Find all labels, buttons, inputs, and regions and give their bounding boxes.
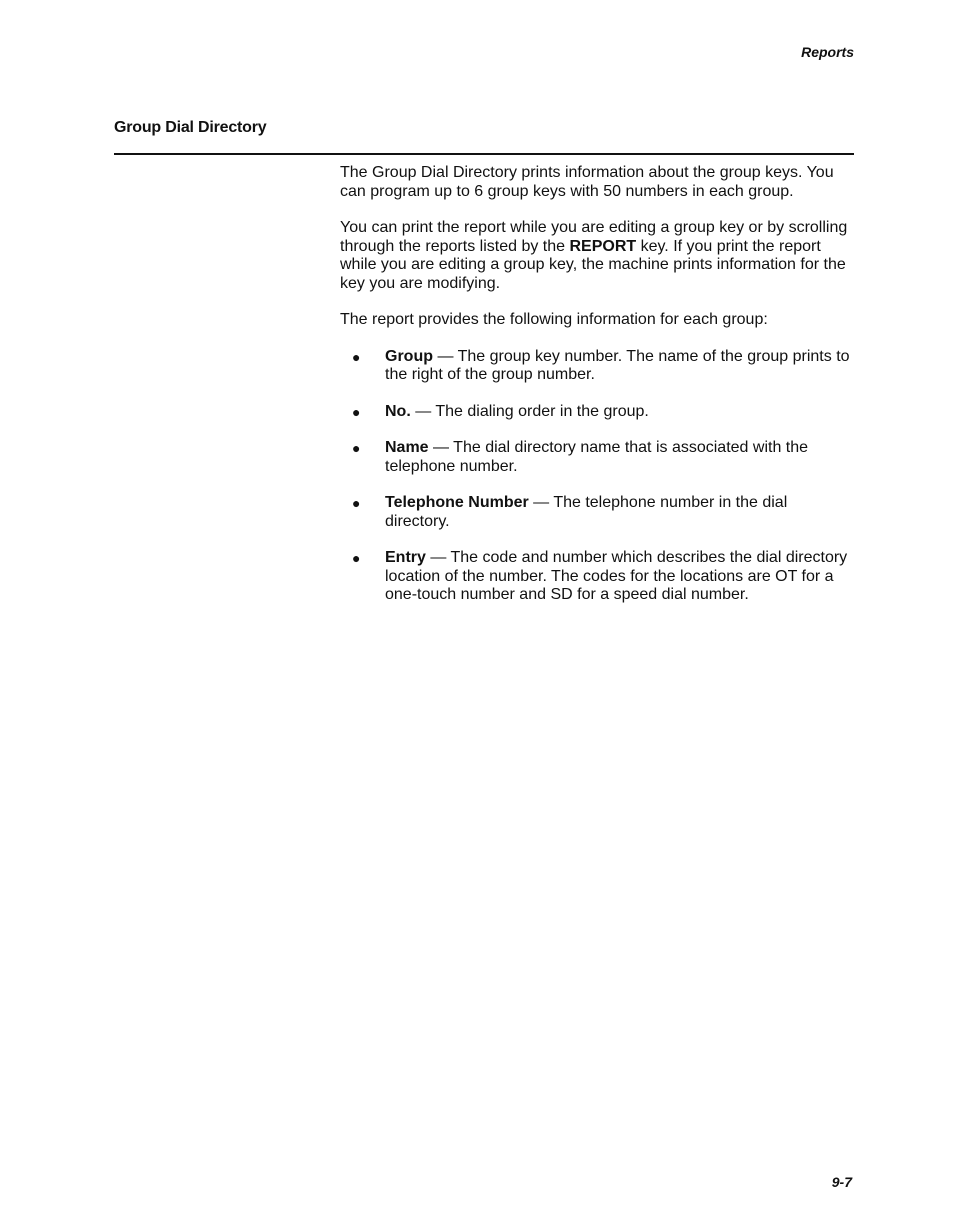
list-intro-paragraph: The report provides the following information for each group: (340, 311, 768, 328)
item-term: Entry (385, 549, 426, 566)
item-description: — The group key number. The name of the group prints to the right of the group number. (385, 347, 850, 383)
section-divider (114, 153, 854, 155)
section-title: Group Dial Directory (114, 119, 267, 136)
intro-paragraph: The Group Dial Directory prints information about the group keys. You can program up to 6 group keys with 50 numbers in each group. (340, 164, 834, 200)
list-item (340, 403, 852, 422)
item-term: Telephone Number (385, 494, 529, 511)
list-item (340, 348, 852, 385)
item-term: Group (385, 347, 433, 365)
item-description: — The telephone number in the dial directory. (385, 494, 788, 530)
running-header: Reports (801, 44, 854, 60)
list-item (340, 439, 852, 476)
list-item (340, 494, 852, 531)
p2-text-after: key. If you print the report while you are editing a group key, the machine prints information for the key you are modifying. (340, 237, 846, 292)
report-fields-list (340, 348, 852, 605)
bullet-icon: ● (352, 403, 361, 420)
p2-text-before: You can print the report while you are editing a group key or by scrolling through the reports listed by the (340, 219, 848, 255)
item-term: No. (385, 402, 411, 420)
item-term: Name (385, 439, 429, 456)
report-key-label: REPORT (569, 237, 637, 255)
section-body (340, 164, 852, 623)
bullet-icon: ● (352, 440, 361, 456)
item-description: — The code and number which describes the dial directory location of the number. The codes for the locations are OT for a one-touch number and SD for a speed dial number. (385, 549, 848, 603)
list-item (340, 549, 852, 605)
item-description: — The dialing order in the group. (410, 402, 649, 420)
report-printing-paragraph (340, 219, 852, 293)
bullet-icon: ● (352, 495, 361, 511)
bullet-icon: ● (352, 348, 361, 365)
bullet-icon: ● (352, 550, 361, 566)
page-number: 9-7 (831, 1174, 852, 1190)
item-description: — The dial directory name that is associated with the telephone number. (385, 439, 809, 475)
